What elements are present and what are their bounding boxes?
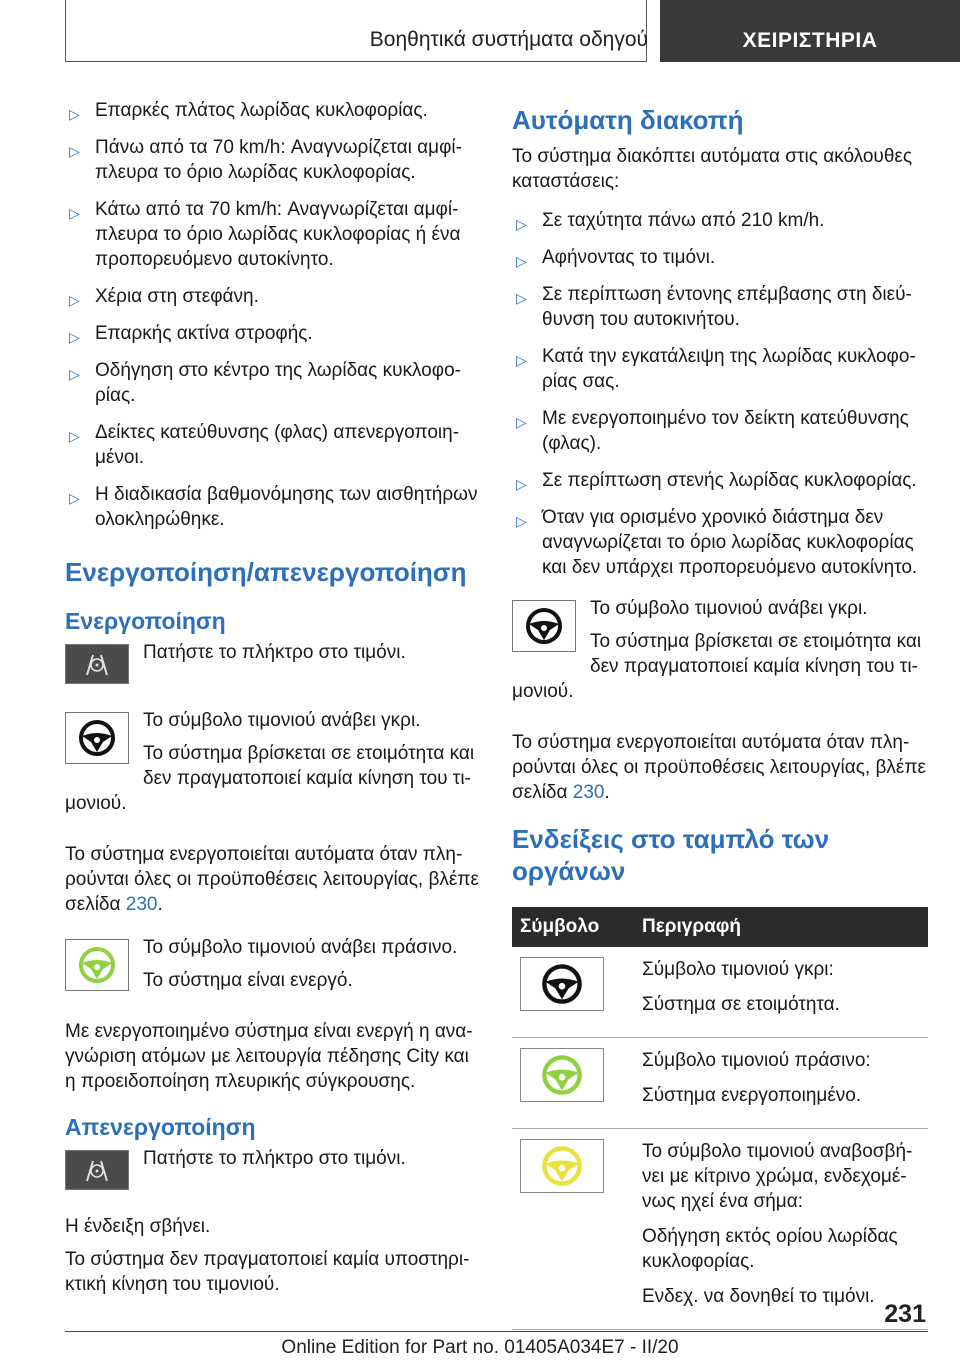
triangle-bullet-icon: ▷ [69,106,80,122]
auto-activation-text: Το σύστημα ενεργοποιείται αυτόματα όταν πληρούνται όλες οι προϋποθέσεις λειτουργίας, βλέπε σελίδα 230. [512,732,926,803]
activation-step: Πατήστε το πλήκτρο στο τιμόνι. [65,640,483,690]
table-row: Σύμβολο τιμονιού γκρι: Σύστημα σε ετοιμότητα. [512,947,928,1038]
conditions-list [65,98,483,532]
triangle-bullet-icon: ▷ [516,513,527,529]
list-item: ▷ Σε περίπτωση έντονης επέμβασης στη διεύθυνση του αυτοκινήτου. [516,284,912,330]
list-item: ▷ Δείκτες κατεύθυνσης (φλας) απενεργοποιημένοι. [69,422,460,468]
triangle-bullet-icon: ▷ [69,143,80,159]
left-column [65,98,483,1297]
lane-button-icon [65,1150,129,1190]
edition-text: Online Edition for Part no. 01405A034E7 - II/20 [281,1337,679,1358]
col-desc: Περιγραφή [634,907,928,947]
table-header [512,907,928,947]
triangle-bullet-icon: ▷ [516,476,527,492]
list-item: ▷ Χέρια στη στεφάνη. [65,284,483,309]
auto-activation-text: Το σύστημα ενεργοποιείται αυτόματα όταν πληρούνται όλες οι προϋποθέσεις λειτουργίας, βλέπε σελίδα 230. [65,844,479,915]
list-item: ▷ Αφήνοντας το τιμόνι. [512,245,928,270]
triangle-bullet-icon: ▷ [69,490,80,506]
page-number: 231 [884,1300,926,1328]
chapter-tab-label: ΧΕΙΡΙΣΤΗΡΙΑ [742,29,878,52]
steering-wheel-grey-icon [65,712,129,764]
chapter-tab [660,0,960,62]
heading-onoff: Ενεργοποίηση/απενεργοποίηση [65,557,467,587]
list-item: ▷ Κάτω από τα 70 km/h: Αναγνωρίζεται αμφίπλευρα το όριο λωρίδας κυκλοφορίας ή ένα προπορευόμενο αυτοκίνητο. [69,199,461,270]
list-item: ▷ Οδήγηση στο κέντρο της λωρίδας κυκλοφορίας. [69,360,461,406]
list-item: ▷ Όταν για ορισμένο χρονικό διάστημα δεν αναγνωρίζεται το όριο λωρίδας κυκλοφορίας και δεν υπάρχει προπορευόμενο αυτοκίνητο. [516,507,918,578]
footer-divider [65,1331,928,1332]
triangle-bullet-icon: ▷ [516,290,527,306]
page-link[interactable]: 230 [572,782,605,803]
table-row: Σύμβολο τιμονιού πράσινο: Σύστημα ενεργοποιημένο. [512,1038,928,1129]
triangle-bullet-icon: ▷ [516,414,527,430]
grey-steering-note: Το σύμβολο τιμονιού ανάβει γκρι. Το σύστημα βρίσκεται σε ετοιμότητα και δεν πραγματοποιεί καμία κίνηση του τιμονιού. [65,710,475,814]
heading-activation: Ενεργοποίηση [65,608,226,634]
heading-indicators: Ενδείξεις στο ταμπλό των οργάνων [512,824,830,886]
list-item: ▷ Πάνω από τα 70 km/h: Αναγνωρίζεται αμφίπλευρα το όριο λωρίδας κυκλοφορίας. [69,137,462,183]
triangle-bullet-icon: ▷ [69,428,80,444]
list-item: ▷ Σε περίπτωση στενής λωρίδας κυκλοφορίας. [512,468,928,493]
triangle-bullet-icon: ▷ [516,216,527,232]
steering-wheel-grey-icon [520,957,604,1011]
steering-wheel-green-icon [520,1048,604,1102]
off-text-2: Το σύστημα δεν πραγματοποιεί καμία υποστηρικτική κίνηση του τιμονιού. [65,1249,470,1295]
steering-wheel-green-icon [65,939,129,991]
page-link[interactable]: 230 [125,894,158,915]
right-column [512,98,928,1330]
green-steering-note: Το σύμβολο τιμονιού ανάβει πράσινο. Το σύστημα είναι ενεργό. [65,935,483,1001]
grey-steering-note: Το σύμβολο τιμονιού ανάβει γκρι. Το σύστημα βρίσκεται σε ετοιμότητα και δεν πραγματοποιεί καμία κίνηση του τιμονιού. [512,598,922,702]
symbol-table [512,907,928,1330]
list-item: ▷ Σε ταχύτητα πάνω από 210 km/h. [512,208,928,233]
list-item: ▷ Επαρκής ακτίνα στροφής. [65,321,483,346]
list-item: ▷ Επαρκές πλάτος λωρίδας κυκλοφορίας. [65,98,483,123]
col-symbol: Σύμβολο [512,907,634,947]
triangle-bullet-icon: ▷ [69,292,80,308]
steering-wheel-grey-icon [512,600,576,652]
heading-deactivation: Απενεργοποίηση [65,1114,256,1140]
triangle-bullet-icon: ▷ [516,253,527,269]
triangle-bullet-icon: ▷ [69,205,80,221]
section-title: Βοηθητικά συστήματα οδηγού [369,28,648,51]
lane-button-icon [65,644,129,684]
triangle-bullet-icon: ▷ [69,329,80,345]
steering-wheel-yellow-icon [520,1139,604,1193]
table-row: Το σύμβολο τιμονιού αναβοσβήνει με κίτρινο χρώμα, ενδεχομένως ηχεί ένα σήμα: Οδήγηση εκτός ορίου λωρίδας κυκλοφορίας. Ενδεχ. να δονηθεί το τιμόνι. [512,1129,928,1330]
deactivation-step: Πατήστε το πλήκτρο στο τιμόνι. [65,1146,483,1196]
auto-off-intro: Το σύστημα διακόπτει αυτόματα στις ακόλουθες καταστάσεις: [512,146,913,192]
triangle-bullet-icon: ▷ [516,352,527,368]
list-item: ▷ Με ενεργοποιημένο τον δείκτη κατεύθυνσης (φλας). [516,408,909,454]
auto-off-list [512,208,928,580]
heading-auto-off: Αυτόματη διακοπή [512,105,744,135]
active-text: Με ενεργοποιημένο σύστημα είναι ενεργή η αναγνώριση ατόμων με λειτουργία πέδησης City και η προειδοποίηση πλευρικής σύγκρουσης. [65,1021,473,1092]
list-item: ▷ Κατά την εγκατάλειψη της λωρίδας κυκλοφορίας σας. [516,346,916,392]
list-item: ▷ Η διαδικασία βαθμονόμησης των αισθητήρων ολοκληρώθηκε. [69,484,478,530]
off-text-1: Η ένδειξη σβήνει. [65,1216,211,1237]
triangle-bullet-icon: ▷ [69,366,80,382]
